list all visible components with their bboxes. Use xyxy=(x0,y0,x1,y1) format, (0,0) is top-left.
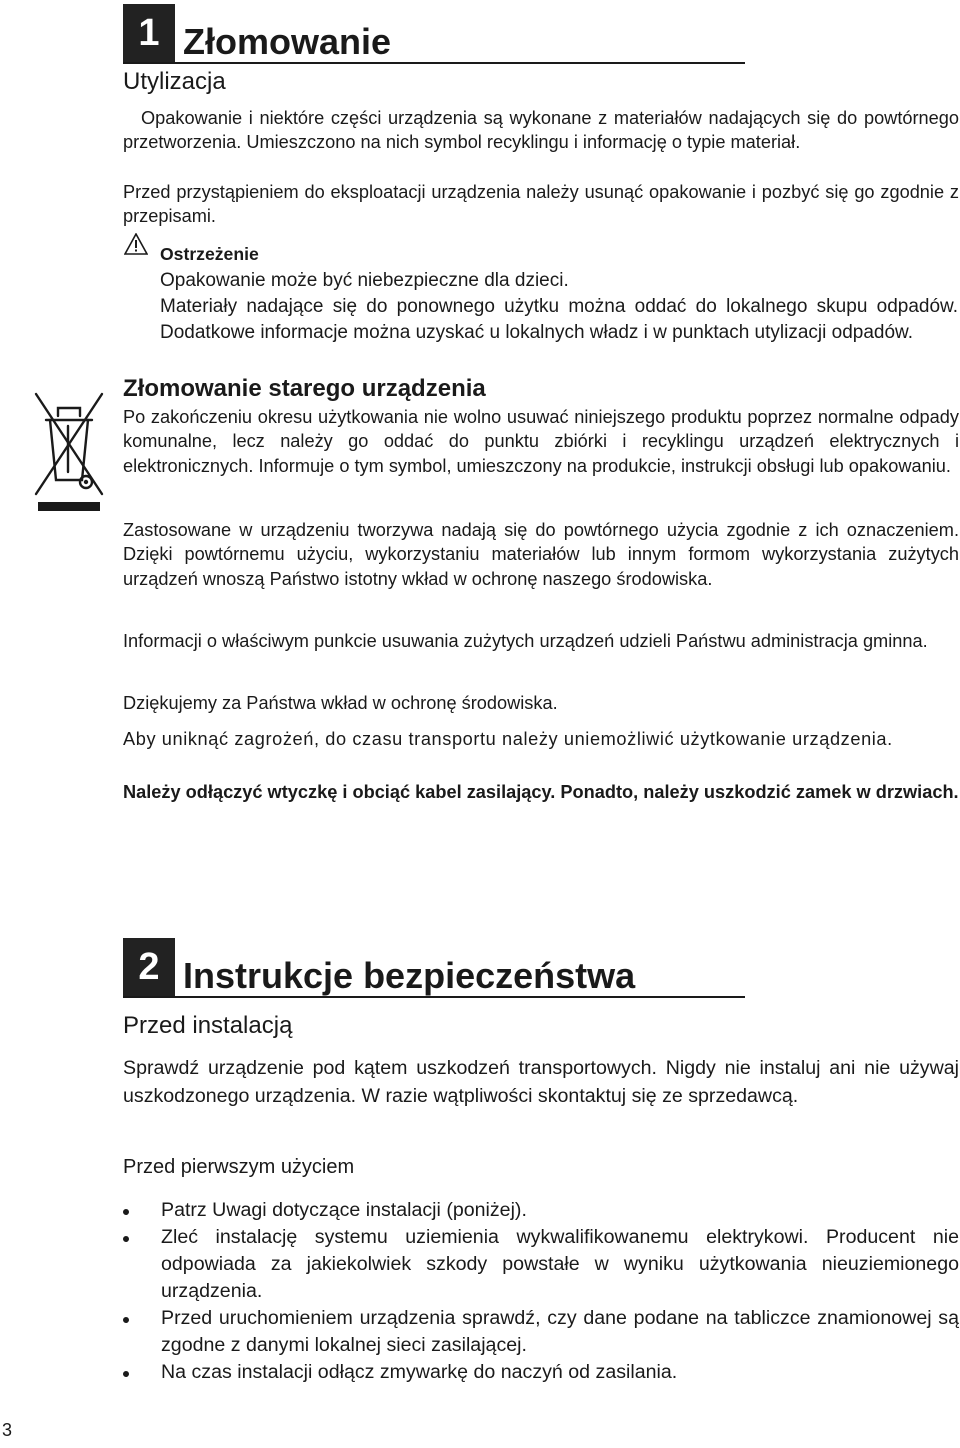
paragraph-packaging: Opakowanie i niektóre części urządzenia są wykonane z materiałów nadających się do powtórnego przetworzenia. Umieszczono na nich symbol recyklingu i informację o typie materiał. xyxy=(123,108,959,153)
section-number: 1 xyxy=(123,4,175,62)
section-1-header xyxy=(123,4,745,64)
warning-line-1: Opakowanie może być niebezpieczne dla dzieci. xyxy=(160,270,569,291)
list-item: Patrz Uwagi dotyczące instalacji (poniżej). xyxy=(123,1197,959,1224)
warning-line-2: Materiały nadające się do ponownego użytku można oddać do lokalnego skupu odpadów. Dodatkowe informacje można uzyskać u lokalnych władz i w punktach utylizacji odpadów. xyxy=(160,296,958,344)
section-number: 2 xyxy=(123,938,175,996)
warning-icon xyxy=(124,233,148,255)
subtitle-before-install: Przed instalacją xyxy=(123,1012,293,1039)
section-title: Złomowanie xyxy=(183,21,392,62)
subtitle-first-use: Przed pierwszym użyciem xyxy=(123,1156,355,1178)
subtitle-utylizacja: Utylizacja xyxy=(123,68,226,95)
old-device-title: Złomowanie starego urządzenia xyxy=(123,375,486,402)
paragraph-municipal: Informacji o właściwym punkcie usuwania zużytych urządzeń udzieli Państwu administracja gminna. xyxy=(123,631,928,651)
crossed-bin-icon xyxy=(34,390,104,512)
paragraph-transport: Aby uniknąć zagrożeń, do czasu transportu należy uniemożliwić użytkowanie urządzenia. xyxy=(123,729,893,749)
paragraph-remove-packaging: Przed przystąpieniem do eksploatacji urządzenia należy usunąć opakowanie i pozbyć się go zgodnie z przepisami. xyxy=(123,182,959,227)
paragraph-end-of-life: Po zakończeniu okresu użytkowania nie wolno usuwać niniejszego produktu poprzez normalne odpady komunalne, lecz należy go oddać do punktu zbiórki i recyklingu urządzeń elektrycznych i elektronicznych. Informuje o tym symbol, umieszczony na produkcie, instrukcji obsługi lub opakowaniu. xyxy=(123,407,959,476)
paragraph-plastics: Zastosowane w urządzeniu tworzywa nadają się do powtórnego użycia zgodnie z ich oznaczeniem. Dzięki powtórnemu użyciu, wykorzystaniu materiałów lub innym formom wykorzystania zużytych urządzeń wnoszą Państwo istotny wkład w ochronę naszego środowiska. xyxy=(123,520,959,589)
section-2-header xyxy=(123,938,745,998)
warning-title: Ostrzeżenie xyxy=(160,244,259,264)
page-number: 3 xyxy=(2,1420,13,1440)
paragraph-transport-damage: Sprawdź urządzenie pod kątem uszkodzeń transportowych. Nigdy nie instaluj ani nie używaj uszkodzonego urządzenia. W razie wątpliwości skontaktuj się ze sprzedawcą. xyxy=(123,1057,959,1107)
list-item: Na czas instalacji odłącz zmywarkę do naczyń od zasilania. xyxy=(123,1359,959,1386)
list-item: Zleć instalację systemu uziemienia wykwalifikowanemu elektrykowi. Producent nie odpowiada za jakiekolwiek szkody powstałe w wyniku użytkowania nieuziemionego urządzenia. xyxy=(123,1224,959,1305)
list-item: Przed uruchomieniem urządzenia sprawdź, czy dane podane na tabliczce znamionowej są zgodne z danymi lokalnej sieci zasilającej. xyxy=(123,1305,959,1359)
paragraph-cut-cable: Należy odłączyć wtyczkę i obciąć kabel zasilający. Ponadto, należy uszkodzić zamek w drzwiach. xyxy=(123,782,959,802)
paragraph-thanks: Dziękujemy za Państwa wkład w ochronę środowiska. xyxy=(123,693,558,713)
safety-list xyxy=(123,1197,959,1386)
section-title: Instrukcje bezpieczeństwa xyxy=(183,955,636,996)
warning-text xyxy=(160,268,958,347)
